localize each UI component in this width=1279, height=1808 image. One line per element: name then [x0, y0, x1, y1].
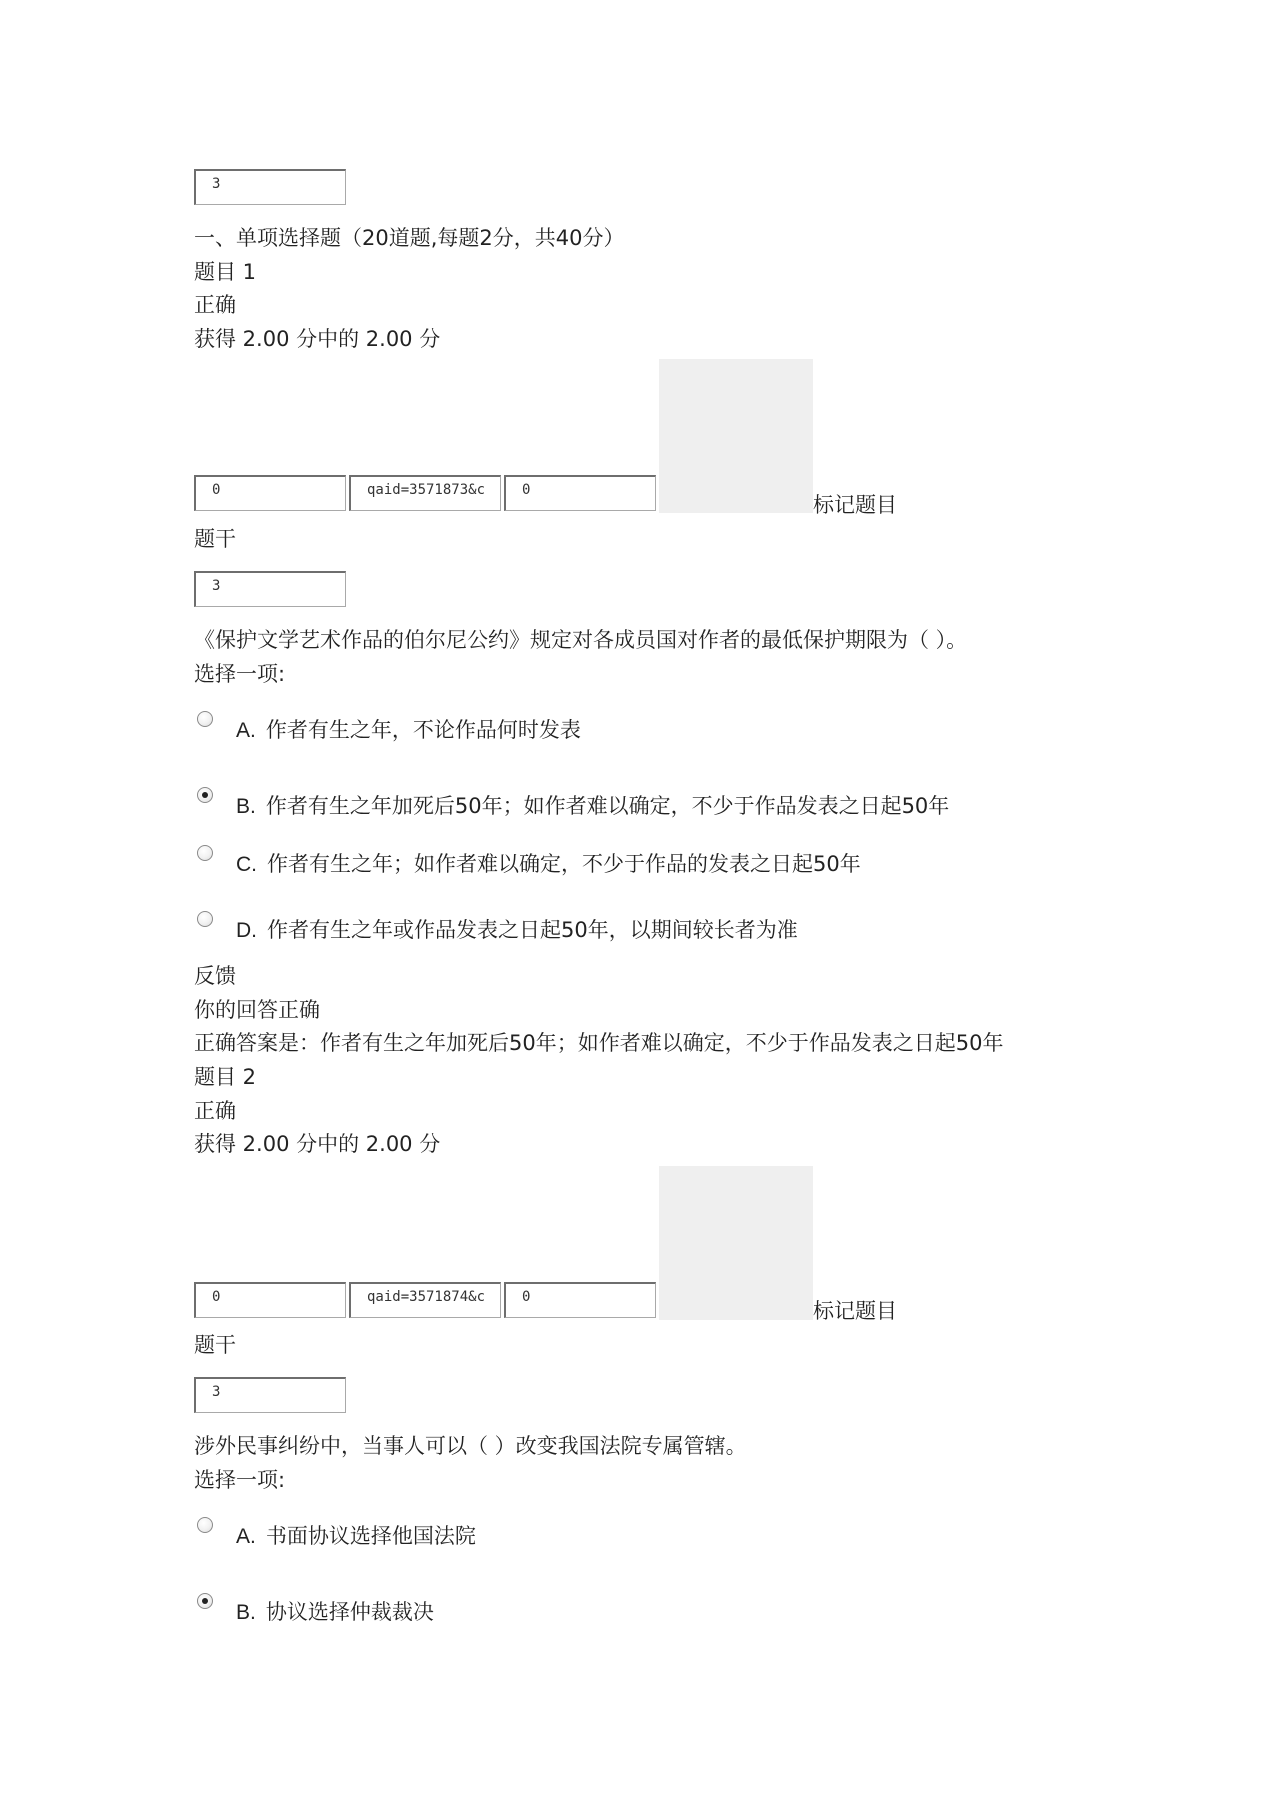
question-1-field-qaid[interactable]: qaid=3571873&c — [349, 475, 501, 511]
question-2-field-flag[interactable]: 0 — [504, 1282, 656, 1318]
question-1-option-d[interactable] — [236, 916, 798, 945]
question-1-stem-label: 题干 — [194, 527, 236, 551]
top-input-field[interactable]: 3 — [194, 169, 346, 205]
question-2-option-a-radio[interactable] — [197, 1517, 213, 1533]
question-2-option-b-radio[interactable] — [197, 1593, 213, 1609]
question-2-status: 正确 — [194, 1099, 236, 1123]
question-1-feedback-result: 你的回答正确 — [194, 998, 320, 1022]
question-1-score: 获得 2.00 分中的 2.00 分 — [194, 327, 441, 351]
question-2-number: 题目 2 — [194, 1065, 257, 1089]
option-letter: B. — [236, 795, 256, 818]
question-1-option-d-radio[interactable] — [197, 911, 213, 927]
question-1-number: 题目 1 — [194, 260, 257, 284]
question-1-option-a-radio[interactable] — [197, 711, 213, 727]
question-1-field-flag[interactable]: 0 — [504, 475, 656, 511]
question-1-flag-label[interactable]: 标记题目 — [813, 493, 897, 517]
question-2-flag-image[interactable] — [659, 1166, 813, 1320]
question-2-flag-label[interactable]: 标记题目 — [813, 1299, 897, 1323]
question-2-stem-field[interactable]: 3 — [194, 1377, 346, 1413]
question-2-option-a[interactable] — [236, 1522, 476, 1551]
question-1-status: 正确 — [194, 293, 236, 317]
question-1-option-a[interactable] — [236, 716, 581, 745]
question-2-score: 获得 2.00 分中的 2.00 分 — [194, 1132, 441, 1156]
question-2-text: 涉外民事纠纷中，当事人可以（ ）改变我国法院专属管辖。 — [194, 1434, 747, 1458]
section-title: 一、单项选择题（20道题,每题2分，共40分） — [194, 226, 625, 250]
option-letter: A. — [236, 1525, 256, 1548]
question-1-feedback-label: 反馈 — [194, 964, 236, 988]
question-1-field-sequence[interactable]: 0 — [194, 475, 346, 511]
question-1-option-c-radio[interactable] — [197, 845, 213, 861]
question-1-correct-answer: 正确答案是：作者有生之年加死后50年；如作者难以确定，不少于作品发表之日起50年 — [194, 1031, 1004, 1055]
question-1-stem-field[interactable]: 3 — [194, 571, 346, 607]
option-text: 作者有生之年，不论作品何时发表 — [265, 718, 581, 742]
option-text: 作者有生之年加死后50年；如作者难以确定，不少于作品发表之日起50年 — [265, 794, 950, 818]
question-1-option-c[interactable] — [236, 850, 861, 879]
option-text: 作者有生之年；如作者难以确定，不少于作品的发表之日起50年 — [267, 852, 861, 876]
option-letter: C. — [236, 853, 257, 876]
option-letter: A. — [236, 719, 256, 742]
question-1-text: 《保护文学艺术作品的伯尔尼公约》规定对各成员国对作者的最低保护期限为（ ）。 — [194, 628, 968, 652]
option-text: 作者有生之年或作品发表之日起50年，以期间较长者为准 — [267, 918, 798, 942]
question-2-option-b[interactable] — [236, 1598, 434, 1627]
option-letter: D. — [236, 919, 257, 942]
option-text: 书面协议选择他国法院 — [265, 1524, 476, 1548]
question-1-option-b-radio[interactable] — [197, 787, 213, 803]
question-2-field-qaid[interactable]: qaid=3571874&c — [349, 1282, 501, 1318]
question-1-flag-image[interactable] — [659, 359, 813, 513]
option-text: 协议选择仲裁裁决 — [265, 1600, 434, 1624]
option-letter: B. — [236, 1601, 256, 1624]
question-2-prompt: 选择一项: — [194, 1468, 286, 1492]
question-2-stem-label: 题干 — [194, 1333, 236, 1357]
question-2-field-sequence[interactable]: 0 — [194, 1282, 346, 1318]
question-1-prompt: 选择一项: — [194, 662, 286, 686]
question-1-option-b[interactable] — [236, 792, 949, 821]
